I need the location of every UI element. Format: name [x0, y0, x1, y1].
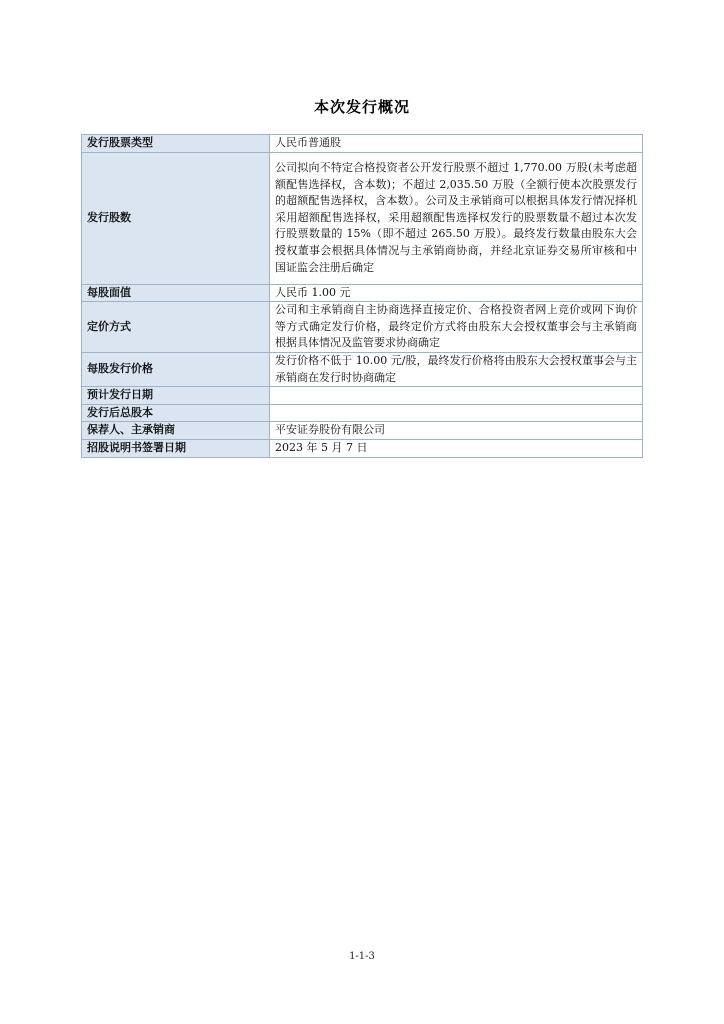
table-row — [82, 135, 643, 153]
row-value: 人民币普通股 — [270, 135, 643, 153]
page-number: 1-1-3 — [349, 951, 375, 962]
table-row — [82, 422, 643, 440]
row-label: 每股面值 — [82, 284, 270, 302]
row-label: 保荐人、主承销商 — [82, 422, 270, 440]
row-value: 平安证券股份有限公司 — [270, 422, 643, 440]
page-title: 本次发行概况 — [313, 98, 410, 116]
row-value: 2023 年 5 月 7 日 — [270, 439, 643, 457]
offering-summary-table — [81, 134, 643, 458]
row-label: 每股发行价格 — [82, 352, 270, 386]
table-row — [82, 352, 643, 386]
table-row — [82, 404, 643, 422]
row-label: 定价方式 — [82, 302, 270, 353]
row-label: 发行股数 — [82, 152, 270, 284]
row-label: 发行后总股本 — [82, 404, 270, 422]
table-row — [82, 152, 643, 284]
row-value — [270, 404, 643, 422]
row-value — [270, 387, 643, 405]
row-value: 人民币 1.00 元 — [270, 284, 643, 302]
row-value: 公司拟向不特定合格投资者公开发行股票不超过 1,770.00 万股(未考虑超额配售选择权，含本数)；不超过 2,035.50 万股（全额行使本次股票发行的超额配售选择权，含本数）。公司及主承销商可以根据具体发行情况择机采用超额配售选择权，采用超额配售选择权发行的股票数量不超过本次发行股票数量的 15%（即不超过 265.50 万股）。最终发行数量由股东大会授权董事会根据具体情况与主承销商协商，并经北京证券交易所审核和中国证监会注册后确定 — [270, 152, 643, 284]
row-label: 发行股票类型 — [82, 135, 270, 153]
table-row — [82, 284, 643, 302]
row-value: 公司和主承销商自主协商选择直接定价、合格投资者网上竞价或网下询价等方式确定发行价格，最终定价方式将由股东大会授权董事会与主承销商根据具体情况及监管要求协商确定 — [270, 302, 643, 353]
row-label: 预计发行日期 — [82, 387, 270, 405]
table-row — [82, 302, 643, 353]
row-label: 招股说明书签署日期 — [82, 439, 270, 457]
table-row — [82, 387, 643, 405]
table-row — [82, 439, 643, 457]
row-value: 发行价格不低于 10.00 元/股，最终发行价格将由股东大会授权董事会与主承销商在发行时协商确定 — [270, 352, 643, 386]
